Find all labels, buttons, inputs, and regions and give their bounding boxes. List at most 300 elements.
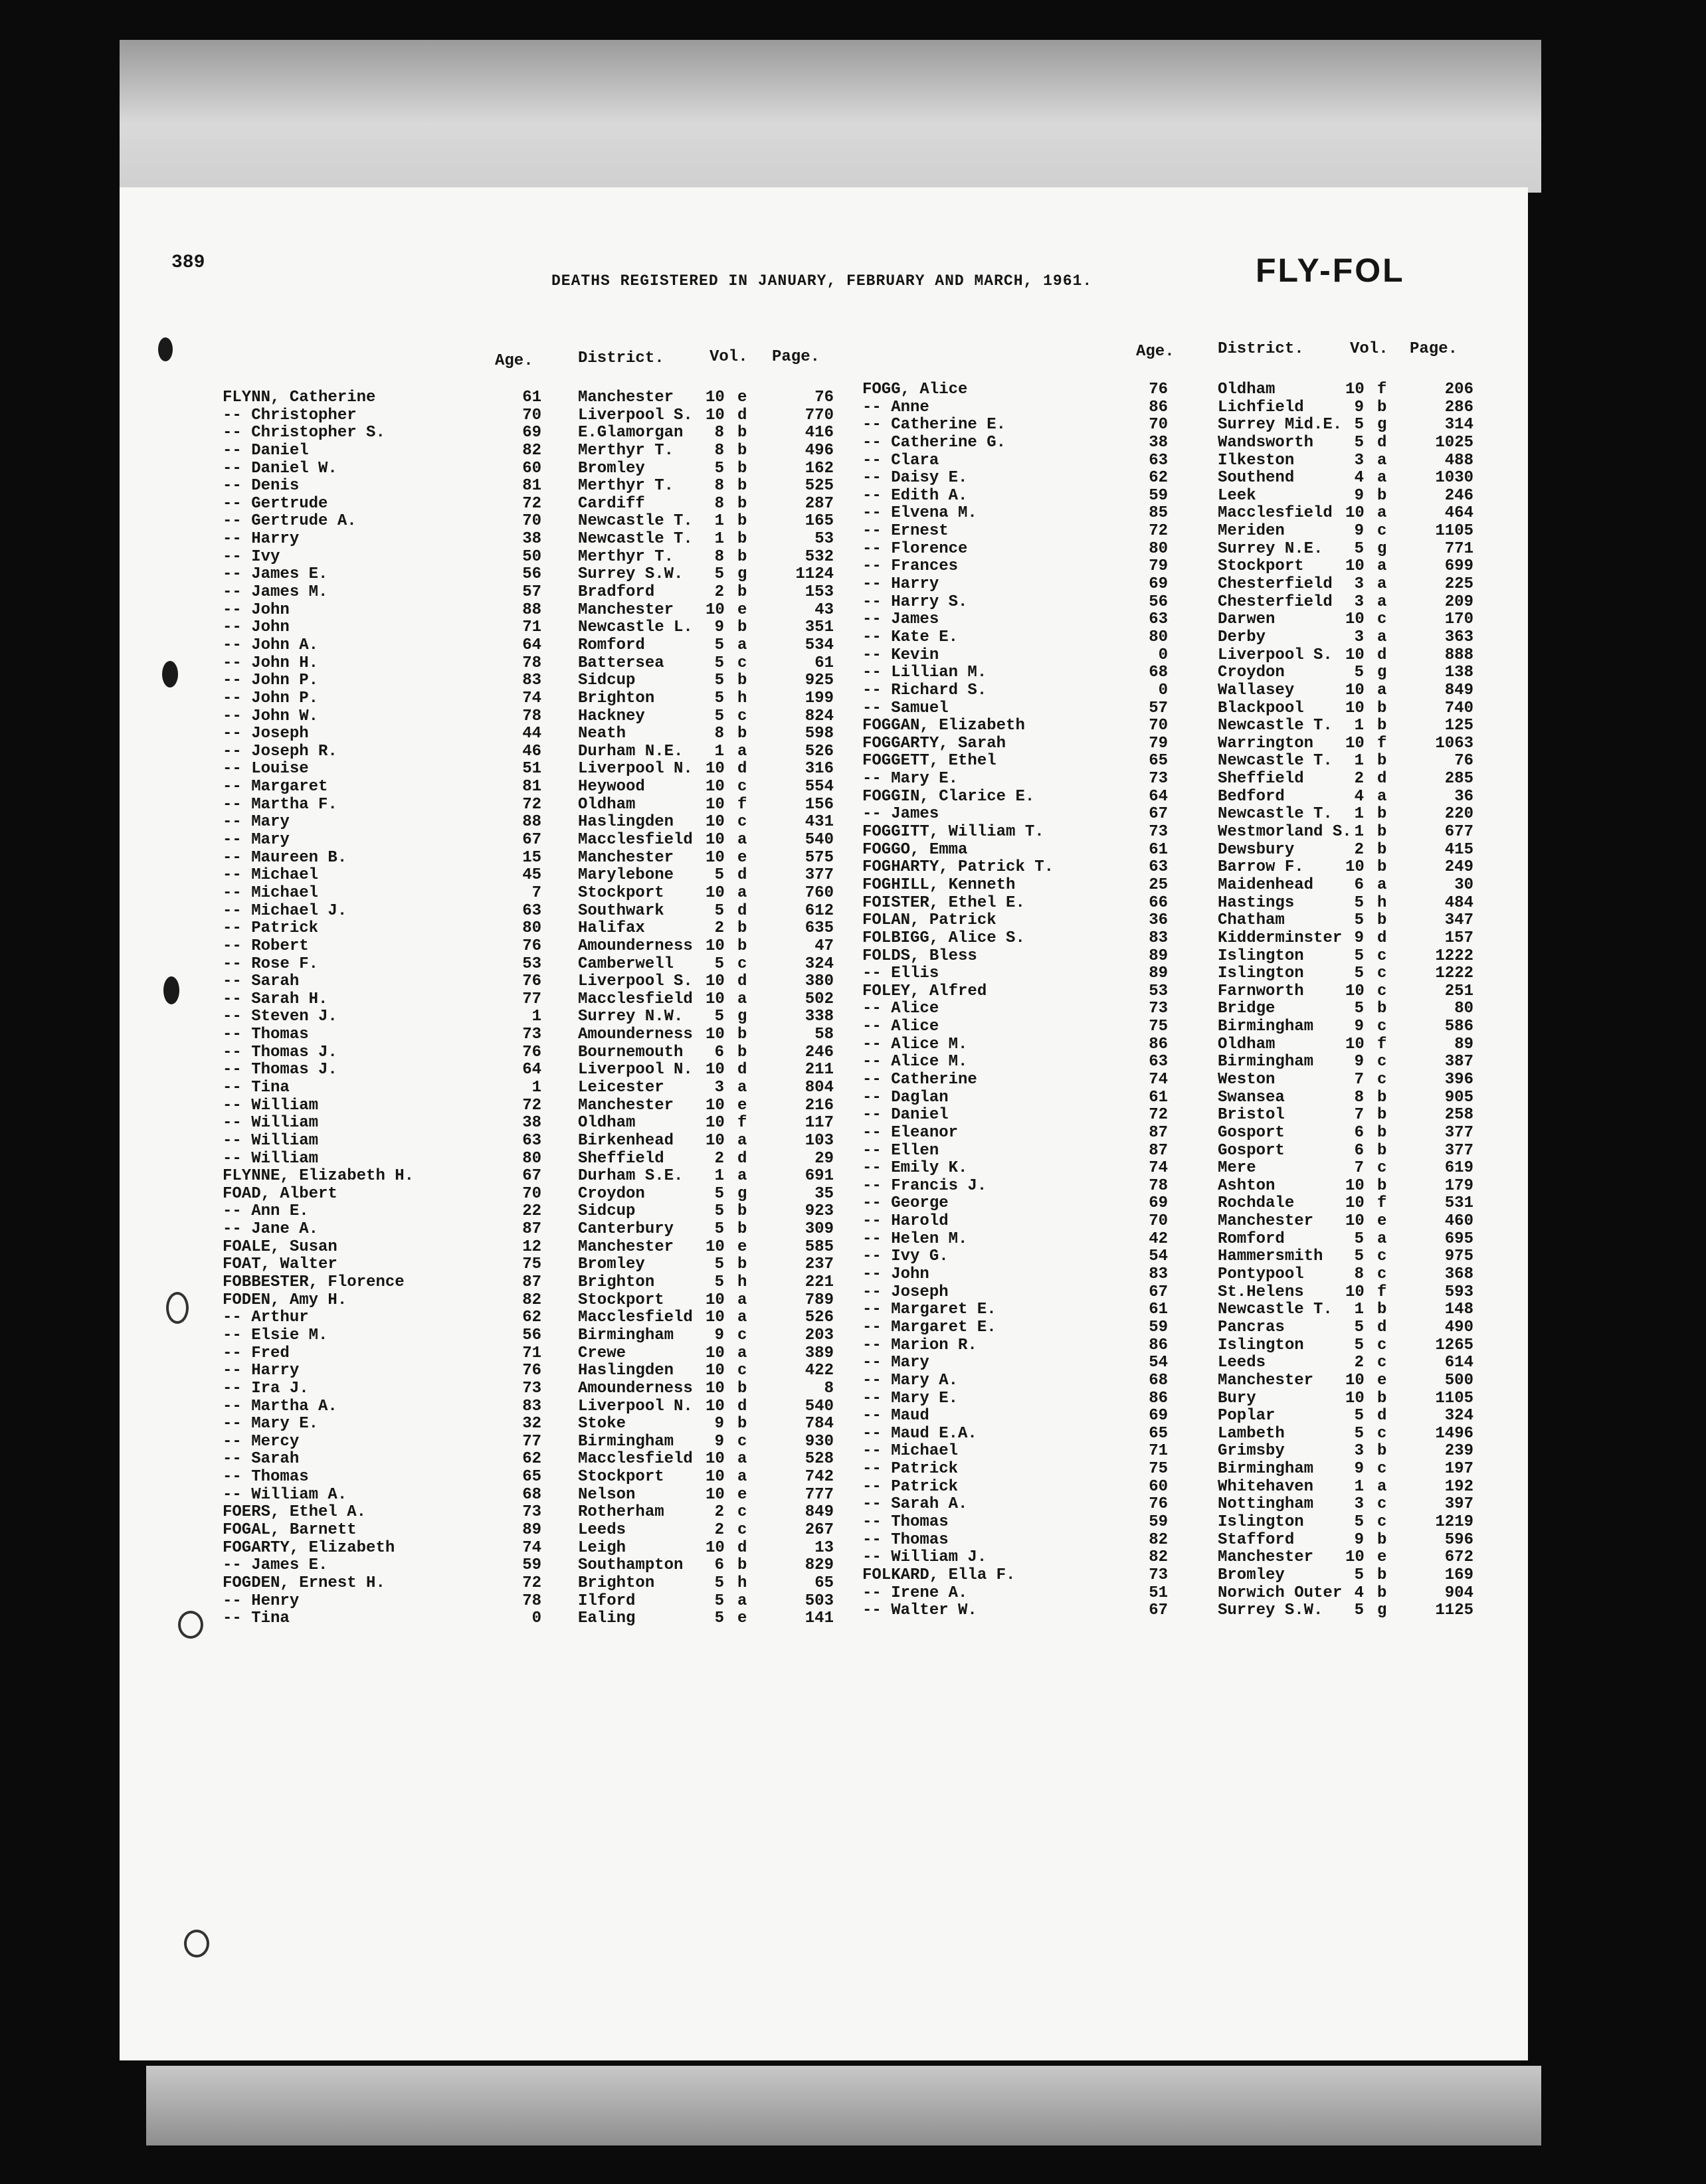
entry-volume-letter: a xyxy=(737,1450,747,1469)
entry-volume: 4 xyxy=(1354,787,1364,806)
entry-volume-letter: e xyxy=(737,389,747,407)
entry-page: 76 xyxy=(1454,752,1473,771)
entry-volume-letter: a xyxy=(737,1344,747,1362)
register-entry xyxy=(223,1097,847,1115)
entry-name: -- Alice xyxy=(862,1018,939,1036)
register-entry xyxy=(862,912,1487,930)
entry-age: 66 xyxy=(1149,893,1168,912)
entry-age: 82 xyxy=(1149,1548,1168,1567)
entry-district: Canterbury xyxy=(578,1220,674,1239)
register-entry xyxy=(223,761,847,778)
entry-name: -- William J. xyxy=(862,1548,987,1567)
entry-district: Islington xyxy=(1218,947,1304,965)
entry-district: E.Glamorgan xyxy=(578,424,684,442)
register-entry xyxy=(862,1000,1487,1018)
entry-page: 153 xyxy=(805,583,834,602)
register-entry xyxy=(862,523,1487,541)
entry-name: -- Francis J. xyxy=(862,1176,987,1195)
entry-name: -- John xyxy=(862,1265,929,1284)
entry-volume: 10 xyxy=(706,760,725,778)
register-entry xyxy=(223,938,847,956)
entry-age: 78 xyxy=(522,707,541,725)
register-entry xyxy=(223,637,847,655)
entry-age: 72 xyxy=(522,1096,541,1115)
entry-volume: 9 xyxy=(1354,1460,1364,1479)
entry-volume: 3 xyxy=(1354,1495,1364,1514)
entry-page: 849 xyxy=(805,1503,834,1522)
entry-name: -- Maureen B. xyxy=(223,848,347,867)
entry-district: Westmorland S. xyxy=(1218,823,1352,842)
register-entry xyxy=(862,1390,1487,1408)
entry-volume: 6 xyxy=(1354,1123,1364,1142)
register-entry xyxy=(223,1415,847,1433)
entry-name: FOGDEN, Ernest H. xyxy=(223,1574,385,1592)
entry-page: 377 xyxy=(805,866,834,885)
entry-district: Amounderness xyxy=(578,1026,693,1044)
scan-edge-bottom xyxy=(146,2066,1541,2145)
entry-name: FOLAN, Patrick xyxy=(862,911,996,930)
register-entry xyxy=(223,1115,847,1133)
register-entry xyxy=(862,1301,1487,1319)
entry-name: -- Ivy G. xyxy=(862,1247,949,1266)
entry-volume-letter: c xyxy=(1377,1247,1387,1266)
register-entry xyxy=(862,1089,1487,1107)
entry-district: Ilford xyxy=(578,1592,636,1610)
entry-age: 73 xyxy=(1149,770,1168,788)
entry-page: 65 xyxy=(814,1574,834,1592)
register-entry xyxy=(862,434,1487,452)
entry-page: 80 xyxy=(1454,1000,1473,1018)
entry-volume-letter: e xyxy=(1377,1212,1387,1231)
entry-name: -- Sarah H. xyxy=(223,990,328,1008)
register-entry xyxy=(862,1372,1487,1390)
entry-name: -- Patrick xyxy=(862,1477,959,1496)
entry-district: Macclesfield xyxy=(578,1309,693,1327)
register-entry xyxy=(862,576,1487,594)
entry-volume-letter: h xyxy=(737,1574,747,1592)
entry-volume-letter: e xyxy=(737,848,747,867)
entry-volume-letter: a xyxy=(1377,451,1387,470)
entry-name: -- Louise xyxy=(223,760,309,778)
entry-age: 59 xyxy=(1149,1318,1168,1336)
register-entry xyxy=(223,1186,847,1204)
register-entry xyxy=(862,1408,1487,1425)
entry-age: 78 xyxy=(522,1592,541,1610)
entry-age: 86 xyxy=(1149,1035,1168,1053)
entry-name: -- Christopher xyxy=(223,406,357,424)
entry-district: Poplar xyxy=(1218,1407,1276,1425)
entry-district: Brighton xyxy=(578,1574,655,1592)
entry-volume-letter: d xyxy=(1377,929,1387,947)
entry-name: -- Thomas xyxy=(862,1530,949,1549)
entry-name: FOBBESTER, Florence xyxy=(223,1273,405,1292)
register-entry xyxy=(862,1284,1487,1302)
entry-age: 80 xyxy=(1149,628,1168,646)
entry-district: Stockport xyxy=(578,883,664,902)
entry-volume-letter: b xyxy=(737,1026,747,1044)
entry-name: -- Irene A. xyxy=(862,1584,968,1602)
entry-district: Stockport xyxy=(578,1291,664,1309)
entry-district: Birmingham xyxy=(1218,1018,1314,1036)
entry-volume-letter: a xyxy=(737,831,747,850)
entry-name: -- Mary E. xyxy=(862,770,959,788)
entry-name: -- John xyxy=(223,600,290,619)
entry-volume-letter: b xyxy=(737,477,747,496)
register-entry xyxy=(223,1593,847,1611)
entry-age: 77 xyxy=(522,1432,541,1451)
entry-volume-letter: a xyxy=(737,636,747,654)
entry-volume-letter: a xyxy=(737,1078,747,1097)
entry-volume: 5 xyxy=(1354,947,1364,965)
entry-name: FOGGIN, Clarice E. xyxy=(862,787,1035,806)
binder-ring xyxy=(184,1930,209,1957)
entry-name: -- Lillian M. xyxy=(862,664,987,682)
register-entry xyxy=(223,442,847,460)
entry-volume-letter: c xyxy=(1377,1513,1387,1531)
entry-volume-letter: a xyxy=(1377,557,1387,576)
entry-volume-letter: c xyxy=(737,1503,747,1522)
entry-district: Manchester xyxy=(578,389,674,407)
entry-volume: 10 xyxy=(706,937,725,955)
entry-district: Pancras xyxy=(1218,1318,1285,1336)
register-entry xyxy=(223,1026,847,1044)
entry-page: 316 xyxy=(805,760,834,778)
entry-volume: 10 xyxy=(706,1061,725,1079)
entry-volume-letter: d xyxy=(1377,1318,1387,1336)
entry-district: Haslingden xyxy=(578,1362,674,1380)
entry-name: FOGARTY, Elizabeth xyxy=(223,1538,395,1557)
entry-volume: 10 xyxy=(1345,734,1365,753)
right-header-age: Age. xyxy=(1136,343,1175,361)
entry-page: 528 xyxy=(805,1450,834,1469)
entry-volume: 10 xyxy=(706,1026,725,1044)
entry-volume-letter: g xyxy=(1377,664,1387,682)
entry-page: 503 xyxy=(805,1592,834,1610)
entry-page: 488 xyxy=(1444,451,1473,470)
entry-volume: 10 xyxy=(706,1344,725,1362)
entry-name: -- Richard S. xyxy=(862,681,987,699)
entry-age: 54 xyxy=(1149,1247,1168,1266)
entry-age: 0 xyxy=(1158,681,1168,699)
entry-volume-letter: c xyxy=(1377,1424,1387,1443)
entry-volume-letter: d xyxy=(737,1397,747,1415)
register-entry xyxy=(223,903,847,921)
entry-volume: 10 xyxy=(706,1096,725,1115)
entry-age: 88 xyxy=(522,600,541,619)
entry-volume-letter: a xyxy=(1377,575,1387,594)
entry-district: Macclesfield xyxy=(578,990,693,1008)
entry-volume-letter: b xyxy=(1377,858,1387,877)
register-entry xyxy=(862,859,1487,877)
entry-age: 65 xyxy=(1149,1424,1168,1443)
entry-name: -- Thomas J. xyxy=(223,1043,337,1061)
entry-page: 377 xyxy=(1444,1141,1473,1160)
entry-volume-letter: b xyxy=(1377,911,1387,930)
register-entry xyxy=(223,1398,847,1416)
entry-volume-letter: b xyxy=(1377,1123,1387,1142)
entry-volume: 5 xyxy=(1354,1566,1364,1584)
entry-district: Rotherham xyxy=(578,1503,664,1522)
entry-page: 170 xyxy=(1444,610,1473,629)
entry-page: 47 xyxy=(814,937,834,955)
entry-district: Wallasey xyxy=(1218,681,1295,699)
entry-page: 138 xyxy=(1444,664,1473,682)
entry-volume: 8 xyxy=(1354,1088,1364,1107)
register-entry xyxy=(223,1044,847,1062)
register-entry xyxy=(862,788,1487,806)
entry-page: 593 xyxy=(1444,1283,1473,1301)
register-entry xyxy=(223,1522,847,1540)
entry-district: Leeds xyxy=(1218,1354,1266,1372)
entry-age: 70 xyxy=(1149,416,1168,434)
entry-name: -- James xyxy=(862,805,939,824)
entry-name: -- Daniel xyxy=(862,1106,949,1125)
entry-volume: 5 xyxy=(714,1574,724,1592)
entry-volume-letter: a xyxy=(1377,875,1387,894)
entry-age: 69 xyxy=(1149,575,1168,594)
entry-name: -- Steven J. xyxy=(223,1008,337,1026)
entry-volume: 10 xyxy=(706,1450,725,1469)
entry-volume-letter: e xyxy=(737,1609,747,1628)
entry-age: 65 xyxy=(1149,752,1168,771)
entry-volume-letter: b xyxy=(1377,717,1387,735)
entry-age: 70 xyxy=(1149,717,1168,735)
entry-volume: 2 xyxy=(714,1521,724,1539)
entry-page: 89 xyxy=(1454,1035,1473,1053)
entry-volume: 5 xyxy=(1354,1424,1364,1443)
entry-volume: 6 xyxy=(1354,875,1364,894)
entry-name: -- Denis xyxy=(223,477,300,496)
entry-volume: 7 xyxy=(1354,1159,1364,1178)
entry-page: 216 xyxy=(805,1096,834,1115)
entry-page: 53 xyxy=(814,530,834,549)
entry-volume: 10 xyxy=(706,1379,725,1398)
entry-district: Newcastle T. xyxy=(1218,717,1333,735)
entry-district: Oldham xyxy=(1218,1035,1276,1053)
entry-volume-letter: a xyxy=(737,1131,747,1150)
register-entry xyxy=(862,1602,1487,1620)
entry-district: Manchester xyxy=(1218,1212,1314,1231)
entry-name: -- Samuel xyxy=(862,699,949,717)
entry-district: Swansea xyxy=(1218,1088,1285,1107)
entry-volume-letter: c xyxy=(737,1432,747,1451)
entry-age: 12 xyxy=(522,1237,541,1256)
entry-volume-letter: d xyxy=(737,901,747,920)
entry-volume: 10 xyxy=(706,972,725,991)
entry-volume-letter: c xyxy=(737,813,747,832)
entry-age: 75 xyxy=(1149,1018,1168,1036)
entry-age: 72 xyxy=(522,494,541,513)
entry-page: 287 xyxy=(805,494,834,513)
entry-page: 258 xyxy=(1444,1106,1473,1125)
entry-district: Stoke xyxy=(578,1415,626,1433)
entry-age: 56 xyxy=(522,565,541,584)
entry-volume-letter: b xyxy=(737,937,747,955)
entry-district: Leigh xyxy=(578,1538,626,1557)
entry-age: 51 xyxy=(1149,1584,1168,1602)
entry-name: -- Margaret E. xyxy=(862,1318,996,1336)
entry-volume: 5 xyxy=(714,1592,724,1610)
register-entry xyxy=(223,850,847,867)
register-entry xyxy=(862,717,1487,735)
register-entry xyxy=(223,1150,847,1168)
entry-district: Maidenhead xyxy=(1218,875,1314,894)
register-entry xyxy=(862,1461,1487,1479)
entry-volume: 5 xyxy=(1354,1407,1364,1425)
register-entry xyxy=(862,541,1487,559)
entry-volume-letter: c xyxy=(737,955,747,973)
entry-age: 60 xyxy=(522,459,541,478)
entry-page: 415 xyxy=(1444,840,1473,859)
entry-volume: 10 xyxy=(706,1309,725,1327)
entry-district: Merthyr T. xyxy=(578,547,674,566)
register-entry xyxy=(223,1575,847,1593)
entry-volume-letter: c xyxy=(1377,1053,1387,1071)
entry-age: 83 xyxy=(1149,929,1168,947)
entry-age: 77 xyxy=(522,990,541,1008)
register-entry xyxy=(862,488,1487,505)
entry-name: -- Fred xyxy=(223,1344,290,1362)
register-entry xyxy=(862,1142,1487,1160)
entry-name: -- Frances xyxy=(862,557,959,576)
entry-name: -- Ellen xyxy=(862,1141,939,1160)
entry-page: 500 xyxy=(1444,1371,1473,1390)
entry-volume-letter: b xyxy=(1377,1566,1387,1584)
entry-volume: 5 xyxy=(714,1220,724,1239)
entry-page: 36 xyxy=(1454,787,1473,806)
entry-district: Mere xyxy=(1218,1159,1256,1178)
register-entry xyxy=(223,1362,847,1380)
entry-volume-letter: c xyxy=(1377,1336,1387,1354)
entry-district: Warrington xyxy=(1218,734,1314,753)
entry-page: 804 xyxy=(805,1078,834,1097)
entry-age: 86 xyxy=(1149,1336,1168,1354)
entry-volume-letter: e xyxy=(1377,1548,1387,1567)
entry-name: -- Michael xyxy=(862,1442,959,1461)
entry-volume: 10 xyxy=(706,990,725,1008)
entry-volume: 9 xyxy=(1354,1053,1364,1071)
entry-age: 44 xyxy=(522,725,541,743)
entry-page: 225 xyxy=(1444,575,1473,594)
entry-page: 309 xyxy=(805,1220,834,1239)
entry-volume: 8 xyxy=(714,547,724,566)
register-entry xyxy=(223,513,847,531)
entry-volume: 1 xyxy=(1354,1301,1364,1319)
entry-age: 51 xyxy=(522,760,541,778)
right-header-page: Page. xyxy=(1410,340,1458,358)
entry-volume: 5 xyxy=(1354,416,1364,434)
entry-page: 526 xyxy=(805,742,834,761)
register-entry xyxy=(223,478,847,496)
entry-age: 87 xyxy=(522,1220,541,1239)
register-entry xyxy=(862,664,1487,682)
register-entry xyxy=(862,470,1487,488)
entry-name: -- Mary xyxy=(223,813,290,832)
entry-volume-letter: h xyxy=(737,689,747,707)
entry-page: 141 xyxy=(805,1609,834,1628)
entry-age: 71 xyxy=(522,1344,541,1362)
entry-page: 1105 xyxy=(1435,522,1473,541)
entry-age: 45 xyxy=(522,866,541,885)
entry-volume: 5 xyxy=(714,866,724,885)
entry-volume: 10 xyxy=(706,1237,725,1256)
entry-age: 68 xyxy=(522,1485,541,1504)
entry-volume: 10 xyxy=(706,1362,725,1380)
entry-page: 586 xyxy=(1444,1018,1473,1036)
entry-age: 38 xyxy=(1149,433,1168,452)
entry-volume-letter: c xyxy=(737,654,747,672)
entry-name: -- George xyxy=(862,1194,949,1213)
register-entry xyxy=(862,1107,1487,1125)
entry-district: Wandsworth xyxy=(1218,433,1314,452)
entry-name: -- Alice M. xyxy=(862,1053,968,1071)
entry-district: Macclesfield xyxy=(578,1450,693,1469)
entry-volume-letter: a xyxy=(737,1309,747,1327)
register-entry xyxy=(223,496,847,513)
register-entry xyxy=(862,594,1487,612)
entry-volume-letter: g xyxy=(1377,416,1387,434)
entry-volume-letter: b xyxy=(1377,1584,1387,1602)
entry-volume-letter: b xyxy=(1377,805,1387,824)
entry-page: 324 xyxy=(1444,1407,1473,1425)
entry-name: -- Jane A. xyxy=(223,1220,319,1239)
entry-volume: 10 xyxy=(706,1485,725,1504)
entry-volume: 5 xyxy=(714,1273,724,1292)
entry-age: 63 xyxy=(1149,1053,1168,1071)
entry-page: 422 xyxy=(805,1362,834,1380)
entry-district: Norwich Outer xyxy=(1218,1584,1343,1602)
entry-volume-letter: c xyxy=(1377,1159,1387,1178)
register-entry xyxy=(862,381,1487,399)
register-entry xyxy=(862,416,1487,434)
entry-page: 125 xyxy=(1444,717,1473,735)
entry-volume-letter: c xyxy=(1377,1495,1387,1514)
entry-name: FLYNN, Catherine xyxy=(223,389,376,407)
entry-volume: 5 xyxy=(1354,1318,1364,1336)
entry-page: 502 xyxy=(805,990,834,1008)
entry-page: 237 xyxy=(805,1255,834,1274)
register-entry xyxy=(862,806,1487,824)
entry-page: 1125 xyxy=(1435,1601,1473,1620)
entry-volume-letter: f xyxy=(1377,734,1387,753)
entry-district: Leek xyxy=(1218,486,1256,505)
register-entry xyxy=(862,1266,1487,1284)
entry-age: 83 xyxy=(522,672,541,690)
entry-page: 351 xyxy=(805,618,834,637)
entry-page: 377 xyxy=(1444,1123,1473,1142)
register-entry xyxy=(862,1443,1487,1461)
register-entry xyxy=(223,1433,847,1451)
entry-age: 82 xyxy=(1149,1530,1168,1549)
entry-volume-letter: a xyxy=(1377,787,1387,806)
entry-volume: 10 xyxy=(706,795,725,814)
entry-district: Sidcup xyxy=(578,1202,636,1221)
entry-page: 490 xyxy=(1444,1318,1473,1336)
entry-name: FOERS, Ethel A. xyxy=(223,1503,367,1522)
entry-page: 61 xyxy=(814,654,834,672)
entry-name: -- Gertrude xyxy=(223,494,328,513)
entry-district: Manchester xyxy=(578,600,674,619)
entry-name: -- John xyxy=(223,618,290,637)
entry-volume: 10 xyxy=(706,1538,725,1557)
entry-volume-letter: c xyxy=(737,707,747,725)
entry-volume-letter: f xyxy=(737,1114,747,1133)
entry-district: Newcastle L. xyxy=(578,618,693,637)
entry-district: Newcastle T. xyxy=(1218,805,1333,824)
entry-volume-letter: a xyxy=(1377,592,1387,611)
entry-age: 53 xyxy=(522,955,541,973)
entry-age: 86 xyxy=(1149,1389,1168,1408)
